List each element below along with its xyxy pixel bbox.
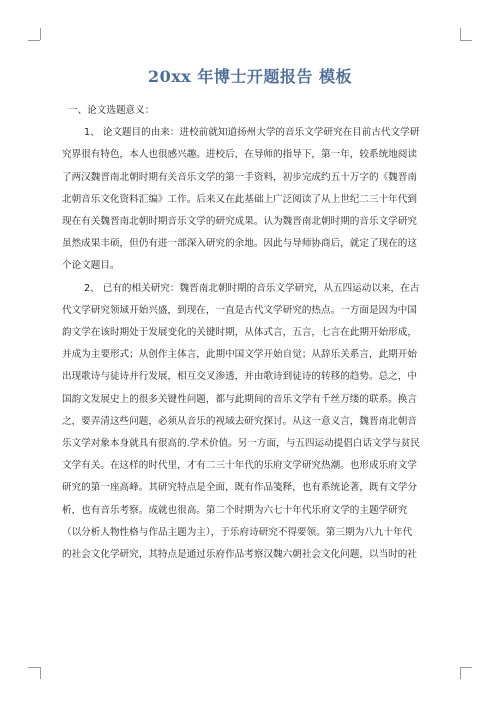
crop-mark-bottom-left-h [28,667,40,668]
paragraph-line: 北朝音乐文化资料汇编》工作。后来又在此基础上广泛阅读了从上世纪二三十年代到 [62,193,417,205]
paragraph-line: 个论文题目。 [62,260,120,272]
paragraph-line: 乐文学对象本身就具有很高的.学术价值。另一方面，与五四运动提倡白话文学与贫民 [62,438,421,450]
section-heading: 一、论文选题意义： [68,105,155,116]
paragraph-line: 了两汉魏晋南北朝时期有关音乐文学的第一手资料，初步完成约五十万字的《魏晋南 [62,171,417,183]
crop-mark-bottom-right-h [460,667,472,668]
paragraph-line: 的社会文化学研究，其特点是通过乐府作品考察汉魏六朝社会文化问题，以当时的社 [62,549,417,561]
crop-mark-bottom-left-v [40,667,41,679]
crop-mark-bottom-right-v [460,667,461,679]
paragraph-line: 析，也有音乐考察。成就也很高。第二个时期为六七十年代乐府文学的主题学研究 [62,504,408,516]
document-title: 20xx 年博士开题报告 模板 [148,67,352,86]
paragraph-line: 代文学研究领域开始兴盛，到现在，一直是古代文学研究的热点。一方面是因为中国 [62,304,417,316]
paragraph-line: 2、 已有的相关研究：魏晋南北朝时期的音乐文学研究，从五四运动以来，在古 [84,282,420,294]
paragraph-2 [62,278,444,567]
document-body [62,100,444,566]
paragraph-line: 文学有关。在这样的时代里，才有二三十年代的乐府文学研究热潮。也形成乐府文学 [62,460,417,472]
crop-mark-top-left-v [40,28,41,40]
paragraph-line: 出现歌诗与徒诗并行发展，相互交叉渗透，并由歌诗到徒诗的转移的趋势。总之，中 [62,371,417,383]
paragraph-line: 并成为主要形式；从创作主体言，此期中国文学开始自觉；从辞乐关系言，此期开始 [62,349,417,361]
paragraph-line: 现在有关魏晋南北朝时期音乐文学的研究成果。认为魏晋南北朝时期的音乐文学研究 [62,216,417,228]
paragraph-line: 虽然成果丰硕，但仍有进一部深入研究的余地。因此与导师协商后，就定了现在的这 [62,238,417,250]
paragraph-line: 国韵文发展史上的很多关键性问题，都与此期间的音乐文学有千丝万缕的联系。换言 [62,393,417,405]
paragraph-line: 究界很有特色，本人也很感兴趣。进校后，在导师的指导下，第一年，较系统地阅读 [62,149,417,161]
crop-mark-top-right-h [460,40,472,41]
paragraph-line: 韵文学在该时期处于发展变化的关键时期，从体式言，五言，七言在此期开始形成， [62,327,417,339]
paragraph-1 [62,122,444,277]
crop-mark-top-left-h [28,40,40,41]
crop-mark-top-right-v [460,28,461,40]
paragraph-line: 研究的第一座高峰。其研究特点是全面，既有作品笺释，也有系统论著，既有文学分 [62,482,417,494]
paragraph-line: 1、 论文题目的由来：进校前就知道扬州大学的音乐文学研究在目前古代文学研 [84,127,420,139]
paragraph-line: （以分析人物性格与作品主题为主），于乐府诗研究不得要领。第三期为八九十年代 [62,526,413,538]
paragraph-line: 之，要弄清这些问题，必须从音乐的视域去研究探讨。从这一意义言，魏晋南北朝音 [62,415,417,427]
